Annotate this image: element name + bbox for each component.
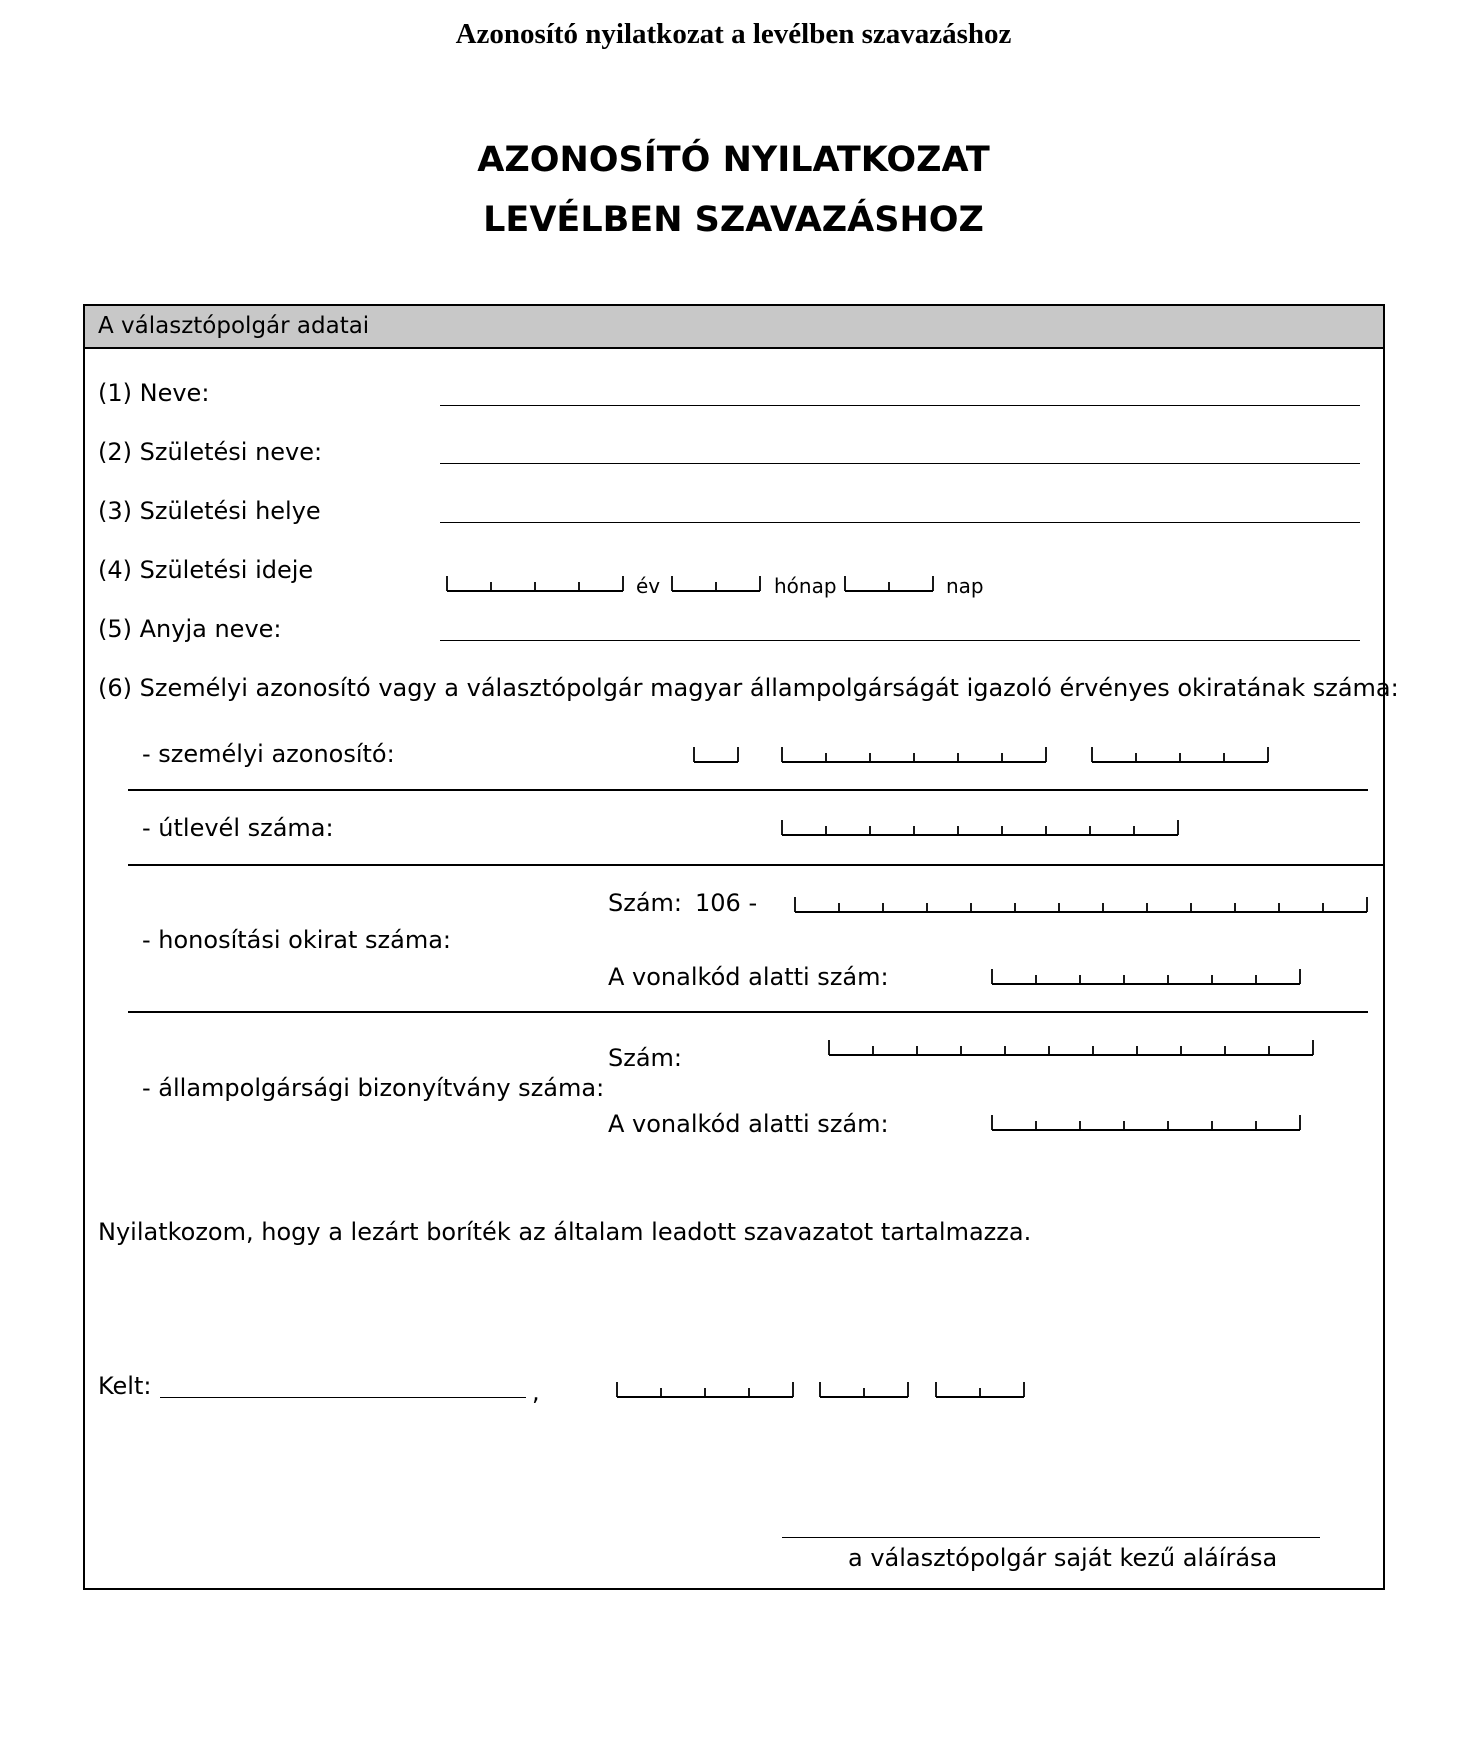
naturalization-barcode-boxes[interactable]: [991, 968, 1303, 986]
dated-comma: ,: [532, 1378, 540, 1406]
divider: [128, 789, 1368, 791]
mother-name-line[interactable]: [440, 640, 1360, 641]
main-title-line1: AZONOSÍTÓ NYILATKOZAT: [477, 140, 990, 180]
cert-barcode-label: A vonalkód alatti szám:: [608, 1110, 889, 1138]
birth-date-label: (4) Születési ideje: [98, 556, 314, 584]
cert-barcode-boxes[interactable]: [991, 1114, 1303, 1132]
section-header: A választópolgár adatai: [85, 306, 1383, 349]
birth-place-line[interactable]: [440, 522, 1360, 523]
cert-number-label: Szám:: [608, 1044, 683, 1072]
dated-place-line[interactable]: [160, 1397, 526, 1398]
id-intro-label: (6) Személyi azonosító vagy a választópolgár magyar állampolgárságát igazoló érvényes okiratának száma:: [98, 674, 1399, 702]
passport-boxes[interactable]: [781, 819, 1181, 837]
signature-caption: a választópolgár saját kezű aláírása: [848, 1544, 1278, 1572]
birth-month-boxes[interactable]: [671, 575, 763, 593]
month-unit: hónap: [774, 574, 837, 598]
personal-id-boxes-2[interactable]: [781, 746, 1049, 764]
name-line[interactable]: [440, 405, 1360, 406]
dated-year-boxes[interactable]: [616, 1381, 796, 1399]
naturalization-barcode-label: A vonalkód alatti szám:: [608, 963, 889, 991]
personal-id-boxes-1[interactable]: [693, 746, 741, 764]
personal-id-label: - személyi azonosító:: [142, 740, 395, 768]
dated-month-boxes[interactable]: [819, 1381, 911, 1399]
birth-day-boxes[interactable]: [844, 575, 936, 593]
passport-label: - útlevél száma:: [142, 814, 334, 842]
birth-place-label: (3) Születési helye: [98, 497, 321, 525]
birth-year-boxes[interactable]: [446, 575, 626, 593]
naturalization-number-boxes[interactable]: [794, 896, 1370, 914]
naturalization-label: - honosítási okirat száma:: [142, 926, 452, 954]
page-header: Azonosító nyilatkozat a levélben szavazáshoz: [455, 18, 1012, 50]
naturalization-prefix: 106 -: [695, 889, 758, 917]
main-title-line2: LEVÉLBEN SZAVAZÁSHOZ: [483, 200, 984, 240]
personal-id-boxes-3[interactable]: [1091, 746, 1271, 764]
birth-name-line[interactable]: [440, 463, 1360, 464]
birth-name-label: (2) Születési neve:: [98, 438, 323, 466]
declaration-text: Nyilatkozom, hogy a lezárt boríték az általam leadott szavazatot tartalmazza.: [98, 1218, 1032, 1246]
naturalization-number-label: Szám:: [608, 889, 683, 917]
mother-name-label: (5) Anyja neve:: [98, 615, 282, 643]
divider: [128, 864, 1384, 866]
citizenship-cert-label: - állampolgársági bizonyítvány száma:: [142, 1074, 605, 1102]
dated-label: Kelt:: [98, 1372, 152, 1400]
signature-line[interactable]: [782, 1537, 1320, 1538]
year-unit: év: [636, 574, 661, 598]
cert-number-boxes[interactable]: [828, 1039, 1316, 1057]
divider: [128, 1011, 1368, 1013]
name-label: (1) Neve:: [98, 379, 210, 407]
day-unit: nap: [946, 574, 984, 598]
dated-day-boxes[interactable]: [935, 1381, 1027, 1399]
